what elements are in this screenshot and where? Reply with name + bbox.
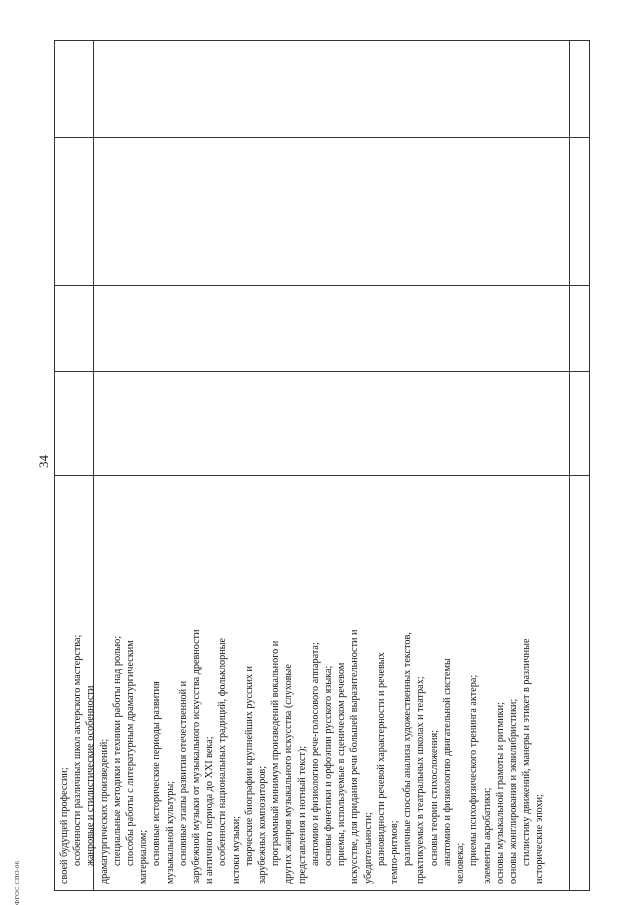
- text-line: творческие биографии крупнейших русских и: [243, 666, 255, 866]
- text-line: способы работы с литературным драматургическим: [125, 640, 137, 866]
- text-line: представления и нотный текст);: [296, 745, 308, 884]
- table-row-border: [55, 137, 589, 138]
- text-line: темпо-ритмов;: [389, 820, 401, 884]
- text-line: жанровые и стилистические особенности: [85, 685, 97, 866]
- text-line: истоки музыки;: [230, 816, 242, 884]
- text-line: основные этапы развития отечественной и: [177, 680, 189, 866]
- text-line: основы теории стихосложения;: [428, 730, 440, 866]
- text-line: приемы психофизического тренинга актера;: [468, 674, 480, 866]
- text-line: человека;: [455, 842, 467, 884]
- text-line: музыкальной культуры;: [164, 780, 176, 884]
- table-column-border: [569, 41, 570, 890]
- text-line: зарубежных композиторов;: [257, 765, 269, 884]
- text-line: специальные методики и техники работы над ролью;: [111, 635, 123, 866]
- text-line: материалом;: [138, 829, 150, 884]
- text-line: основные исторические периоды развития: [151, 681, 163, 866]
- text-line: убедительности;: [362, 812, 374, 884]
- text-line: анатомию и физиологию рече-голосового аппарата;: [309, 642, 321, 866]
- text-line: стилистику движений, манеры и этикет в различные: [521, 638, 533, 866]
- table-row-border: [55, 475, 589, 476]
- table-cell-text: [56, 478, 568, 888]
- text-line: исторические эпохи;: [534, 794, 546, 884]
- text-line: анатомию и физиологию двигательной системы: [441, 658, 453, 866]
- text-line: особенности национальных традиций, фольклорные: [217, 637, 229, 866]
- text-line: искусстве, для придания речи большей выразительности и: [349, 629, 361, 884]
- text-line: разновидности речевой характерности и речевых: [375, 652, 387, 866]
- text-line: основы жонглирования и эквилибристики;: [507, 698, 519, 884]
- page-number: 34: [36, 455, 51, 468]
- text-line: различные способы анализа художественных текстов,: [402, 632, 414, 866]
- text-line: элементы акробатики;: [481, 787, 493, 884]
- text-line: приемы, используемые в сценическом речевом: [336, 662, 348, 866]
- competency-text: [56, 478, 568, 888]
- table-row-border: [55, 285, 589, 286]
- text-line: зарубежной музыки от музыкального искусства древности: [191, 629, 203, 884]
- text-line: своей будущей профессии;: [59, 767, 70, 884]
- text-line: практикуемых в театральных школах и театрах;: [415, 676, 427, 884]
- text-line: основы музыкальной грамоты и ритмики;: [494, 702, 506, 884]
- text-line: и античного периода до XXI века;: [204, 736, 216, 884]
- text-line: программный минимум произведений вокального и: [270, 640, 282, 866]
- text-line: других жанров музыкального искусства (слуховые: [283, 664, 295, 884]
- text-line: драматургических произведений;: [98, 738, 110, 884]
- table-row-border: [55, 371, 589, 372]
- footer-label: ФГОС СПО-06: [14, 860, 21, 905]
- text-line: основы фонетики и орфоэпии русского языка;: [323, 665, 335, 866]
- text-line: особенности различных школ актерского мастерства;: [72, 634, 84, 866]
